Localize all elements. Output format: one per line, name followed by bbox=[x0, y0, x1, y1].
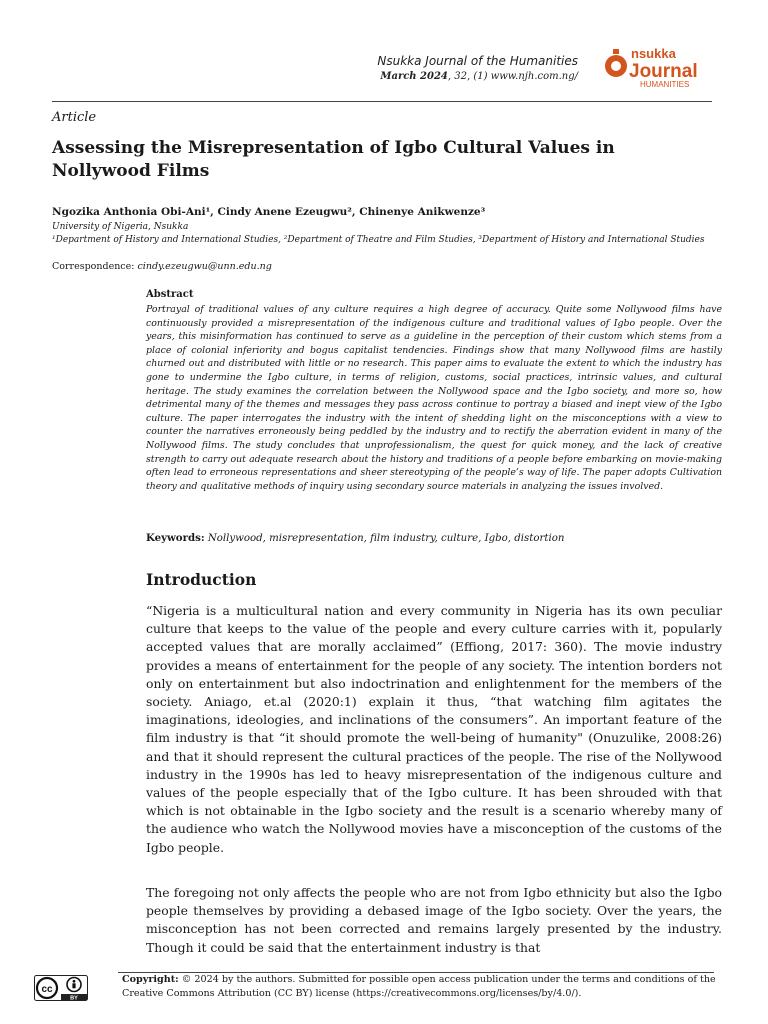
abstract-body: Portrayal of traditional values of any culture requires a high degree of accuracy. Quite some Nollywood films have continuously provided a misrepresentation of the indigenous culture and traditional values of Igbo people. Over the years, this misinformation has continued to serve as a guideline in the perception of their custom which stems from a place of colonial inferiority and bogus capitalist tendencies. Findings show that many Nollywood films are hastily churned out and distributed with little or no research. This paper aims to evaluate the extent to which the industry has gone to undermine the Igbo culture, in terms of religion, customs, social practices, intrinsic values, and cultural heritage. The study examines the correlation between the Nollywood space and the Igbo society, and more so, how detrimental many of the themes and messages they pass across continue to portray a biased and inept view of the Igbo culture. The paper interrogates the industry with the intent of shedding light on the misconceptions with a view to counter the narratives erroneously being peddled by the industry and to rectify the aberration evident in many of the Nollywood films. The study concludes that unprofessionalism, the quest for quick money, and the lack of creative strength to carry out adequate research about the history and traditions of a people before embarking on movie-making often lead to erroneous representations and sheer stereotyping of the people’s way of life. The paper adopts Cultivation theory and qualitative methods of inquiry using secondary source materials in analyzing the issues involved. bbox=[146, 304, 722, 492]
issue-date: March 2024 bbox=[380, 71, 448, 82]
logo-text-sub: HUMANITIES bbox=[640, 80, 690, 89]
logo-text-top: nsukka bbox=[631, 46, 676, 61]
copyright-notice bbox=[122, 973, 722, 1000]
correspondence-email[interactable]: cindy.ezeugwu@unn.edu.ng bbox=[137, 261, 272, 272]
introduction-paragraph-2: The foregoing not only affects the people who are not from Igbo ethnicity but also the Igbo people themselves by providing a debased image of the Igbo society. Over the years, the misconception has not been corrected and remains largely presented by the industry. Though it could be said that the entertainment industry is that bbox=[146, 885, 722, 955]
article-type-label: Article bbox=[52, 110, 97, 125]
copyright-text: © 2024 by the authors. Submitted for possible open access publication under the terms and conditions of the Creative Commons Attribution (CC BY) license (https://creativecommons.org/licenses/by/4.0/). bbox=[122, 974, 716, 999]
affiliation-departments: ¹Department of History and International Studies, ²Department of Theatre and Film Studies, ³Department of History and International Studies bbox=[52, 235, 705, 245]
logo-text-mid: Journal bbox=[629, 61, 698, 82]
keywords-label: Keywords: bbox=[146, 532, 205, 544]
journal-name: Nsukka Journal of the Humanities bbox=[377, 54, 578, 68]
affiliation-university: University of Nigeria, Nsukka bbox=[52, 222, 189, 232]
author-list: Ngozika Anthonia Obi-Ani¹, Cindy Anene Ezeugwu², Chinenye Anikwenze³ bbox=[52, 206, 486, 218]
correspondence-label: Correspondence: bbox=[52, 261, 138, 272]
correspondence bbox=[52, 261, 272, 272]
title-line-2: Nollywood Films bbox=[52, 161, 210, 181]
keywords bbox=[146, 532, 722, 544]
by-label: BY bbox=[70, 995, 78, 1001]
title-line-1: Assessing the Misrepresentation of Igbo Cultural Values in bbox=[52, 138, 615, 158]
article-title bbox=[52, 137, 692, 183]
introduction-paragraph-1: “Nigeria is a multicultural nation and every community in Nigeria has its own peculiar culture that keeps to the value of the people and every culture carries with it, popularly accepted values that are morally acclaimed” (Effiong, 2017: 360). The movie industry provides a means of entertainment for the people of any society. The intention borders not only on entertainment but also indoctrination and enlightenment for the members of the society. Aniago, et.al (2020:1) explain it thus, “that watching film agitates the imaginations, ideologies, and inclinations of the consumers”. An important feature of the film industry is that “it should promote the well-being of humanity" (Onuzulike, 2008:26) and that it should represent the cultural practices of the people. The rise of the Nollywood industry in the 1990s has led to heavy misrepresentation of the indigenous culture and values of the people especially that of the Igbo culture. It has been shrouded with that which is not obtainable in the Igbo society and the result is a scenario whereby many of the audience who watch the Nollywood movies have a misconception of the customs of the Igbo people. bbox=[146, 603, 722, 855]
journal-logo bbox=[604, 44, 712, 90]
cc-label: cc bbox=[41, 984, 53, 995]
issue-details: , 32, (1) www.njh.com.ng/ bbox=[447, 71, 578, 82]
introduction-heading: Introduction bbox=[146, 570, 257, 589]
copyright-label: Copyright: bbox=[122, 974, 179, 985]
header-divider bbox=[52, 101, 712, 102]
journal-issue bbox=[218, 71, 578, 82]
cc-by-license-icon bbox=[34, 975, 88, 1001]
abstract-heading: Abstract bbox=[146, 289, 194, 300]
keywords-list: Nollywood, misrepresentation, film industry, culture, Igbo, distortion bbox=[204, 533, 565, 544]
